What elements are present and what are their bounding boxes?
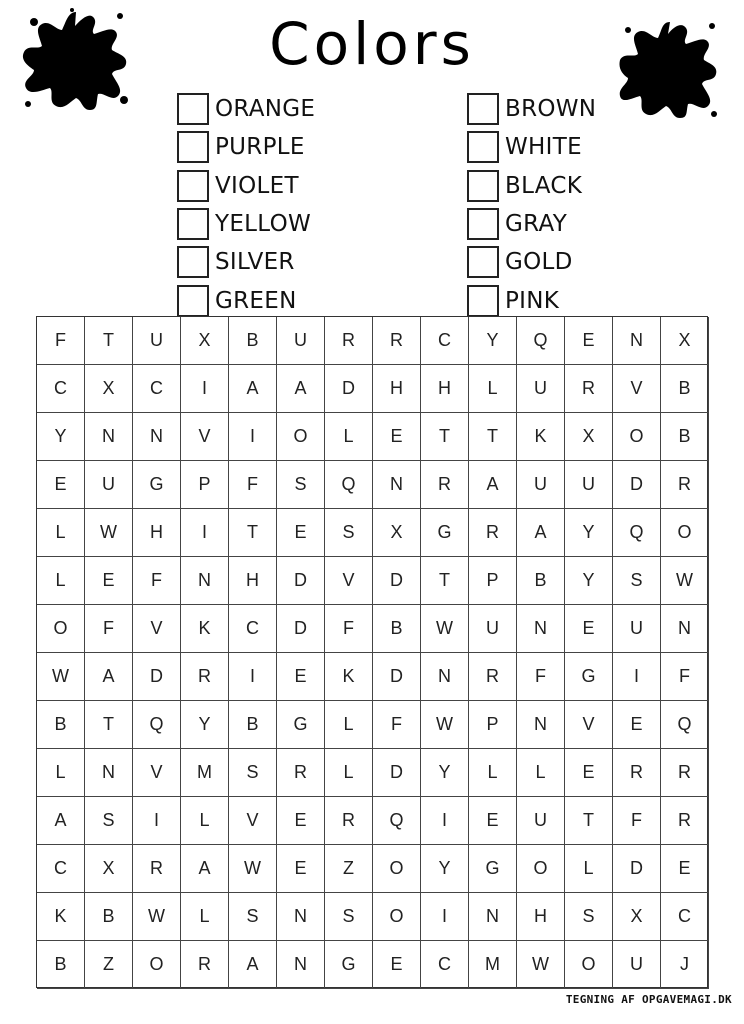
grid-cell[interactable]: Q [133, 701, 181, 749]
grid-cell[interactable]: W [229, 845, 277, 893]
grid-cell[interactable]: U [613, 941, 661, 989]
word-item [177, 128, 315, 166]
word-item [177, 90, 315, 128]
page-title: Colors [269, 10, 475, 78]
word-list-left [177, 90, 315, 320]
grid-cell[interactable]: L [37, 509, 85, 557]
grid-cell[interactable]: I [613, 653, 661, 701]
grid-cell[interactable]: P [469, 701, 517, 749]
grid-cell[interactable]: M [181, 749, 229, 797]
word-checkbox[interactable] [177, 170, 209, 202]
grid-cell[interactable]: K [37, 893, 85, 941]
grid-cell[interactable]: N [517, 605, 565, 653]
word-item [177, 243, 315, 281]
grid-cell[interactable]: D [373, 557, 421, 605]
grid-cell[interactable]: A [85, 653, 133, 701]
grid-cell[interactable]: A [469, 461, 517, 509]
grid-cell[interactable]: R [661, 797, 709, 845]
grid-cell[interactable]: X [85, 845, 133, 893]
grid-cell[interactable]: H [421, 365, 469, 413]
grid-cell[interactable]: N [469, 893, 517, 941]
grid-cell[interactable]: S [325, 509, 373, 557]
grid-cell[interactable]: A [37, 797, 85, 845]
grid-cell[interactable]: F [85, 605, 133, 653]
grid-cell[interactable]: A [229, 365, 277, 413]
grid-cell[interactable]: X [661, 317, 709, 365]
grid-cell[interactable]: N [517, 701, 565, 749]
grid-cell[interactable]: W [37, 653, 85, 701]
grid-cell[interactable]: A [277, 365, 325, 413]
credit-text: TEGNING AF OPGAVEMAGI.DK [565, 993, 732, 1006]
grid-cell[interactable]: R [373, 317, 421, 365]
grid-cell[interactable]: G [277, 701, 325, 749]
grid-cell[interactable]: R [469, 509, 517, 557]
grid-cell[interactable]: U [133, 317, 181, 365]
grid-cell[interactable]: W [421, 605, 469, 653]
grid-cell[interactable]: F [373, 701, 421, 749]
grid-cell[interactable]: L [37, 749, 85, 797]
grid-cell[interactable]: F [37, 317, 85, 365]
word-label: BROWN [505, 96, 597, 123]
grid-cell[interactable]: E [277, 653, 325, 701]
grid-cell[interactable]: O [373, 893, 421, 941]
grid-cell[interactable]: D [613, 461, 661, 509]
word-search-grid [36, 316, 708, 988]
grid-cell[interactable]: L [469, 749, 517, 797]
grid-cell[interactable]: Y [421, 845, 469, 893]
grid-cell[interactable]: L [325, 701, 373, 749]
grid-cell[interactable]: O [277, 413, 325, 461]
grid-cell[interactable]: E [277, 509, 325, 557]
grid-cell[interactable]: H [373, 365, 421, 413]
grid-cell[interactable]: N [613, 317, 661, 365]
grid-cell[interactable]: T [469, 413, 517, 461]
grid-cell[interactable]: Y [565, 509, 613, 557]
grid-cell[interactable]: T [85, 701, 133, 749]
grid-cell[interactable]: A [229, 941, 277, 989]
grid-cell[interactable]: L [37, 557, 85, 605]
grid-cell[interactable]: E [85, 557, 133, 605]
word-item [177, 281, 315, 319]
word-checkbox[interactable] [467, 285, 499, 317]
grid-cell[interactable]: A [181, 845, 229, 893]
grid-cell[interactable]: E [277, 845, 325, 893]
grid-cell[interactable]: S [277, 461, 325, 509]
word-list-right [467, 90, 596, 320]
grid-cell[interactable]: C [37, 845, 85, 893]
grid-cell[interactable]: N [277, 893, 325, 941]
grid-cell[interactable]: N [421, 653, 469, 701]
grid-cell[interactable]: L [181, 797, 229, 845]
grid-cell[interactable]: P [181, 461, 229, 509]
word-checkbox[interactable] [177, 208, 209, 240]
word-item [467, 128, 596, 166]
grid-cell[interactable]: R [661, 461, 709, 509]
grid-cell[interactable]: Y [37, 413, 85, 461]
word-item [467, 243, 596, 281]
grid-cell[interactable]: B [373, 605, 421, 653]
grid-cell[interactable]: Q [373, 797, 421, 845]
word-label: SILVER [215, 249, 295, 276]
grid-cell[interactable]: U [85, 461, 133, 509]
word-item [467, 167, 596, 205]
grid-cell[interactable]: K [517, 413, 565, 461]
word-checkbox[interactable] [177, 131, 209, 163]
word-checkbox[interactable] [177, 246, 209, 278]
grid-cell[interactable]: F [133, 557, 181, 605]
grid-cell[interactable]: N [277, 941, 325, 989]
grid-cell[interactable]: I [181, 365, 229, 413]
grid-cell[interactable]: G [421, 509, 469, 557]
grid-cell[interactable]: H [133, 509, 181, 557]
grid-cell[interactable]: R [565, 365, 613, 413]
grid-cell[interactable]: C [421, 317, 469, 365]
grid-cell[interactable]: L [325, 413, 373, 461]
grid-cell[interactable]: U [517, 365, 565, 413]
grid-cell[interactable]: V [565, 701, 613, 749]
grid-cell[interactable]: O [373, 845, 421, 893]
grid-cell[interactable]: R [181, 653, 229, 701]
grid-cell[interactable]: B [85, 893, 133, 941]
grid-cell[interactable]: E [613, 701, 661, 749]
grid-cell[interactable]: R [469, 653, 517, 701]
grid-cell[interactable]: B [229, 701, 277, 749]
grid-cell[interactable]: W [133, 893, 181, 941]
grid-cell[interactable]: D [613, 845, 661, 893]
grid-cell[interactable]: I [229, 413, 277, 461]
grid-cell[interactable]: F [613, 797, 661, 845]
grid-cell[interactable]: V [133, 749, 181, 797]
grid-cell[interactable]: U [565, 461, 613, 509]
word-label: GREEN [215, 287, 297, 314]
grid-cell[interactable]: U [469, 605, 517, 653]
grid-cell[interactable]: V [613, 365, 661, 413]
word-label: BLACK [505, 172, 583, 199]
word-item [177, 205, 315, 243]
grid-cell[interactable]: I [229, 653, 277, 701]
grid-cell[interactable]: Z [325, 845, 373, 893]
grid-cell[interactable]: O [613, 413, 661, 461]
grid-cell[interactable]: X [85, 365, 133, 413]
grid-cell[interactable]: W [421, 701, 469, 749]
word-label: GOLD [505, 249, 573, 276]
grid-cell[interactable]: E [373, 413, 421, 461]
grid-cell[interactable]: Q [613, 509, 661, 557]
word-checkbox[interactable] [467, 131, 499, 163]
word-label: ORANGE [215, 96, 316, 123]
word-checkbox[interactable] [177, 285, 209, 317]
grid-cell[interactable]: O [661, 509, 709, 557]
word-item [467, 205, 596, 243]
grid-cell[interactable]: G [133, 461, 181, 509]
grid-cell[interactable]: L [517, 749, 565, 797]
grid-cell[interactable]: N [85, 749, 133, 797]
word-label: WHITE [505, 134, 582, 161]
grid-cell[interactable]: O [565, 941, 613, 989]
grid-cell[interactable]: P [469, 557, 517, 605]
grid-cell[interactable]: K [181, 605, 229, 653]
grid-cell[interactable]: D [133, 653, 181, 701]
grid-cell[interactable]: X [181, 317, 229, 365]
grid-cell[interactable]: F [229, 461, 277, 509]
grid-cell[interactable]: O [37, 605, 85, 653]
grid-cell[interactable]: U [517, 461, 565, 509]
grid-cell[interactable]: R [325, 317, 373, 365]
grid-cell[interactable]: R [181, 941, 229, 989]
grid-cell[interactable]: V [229, 797, 277, 845]
grid-cell[interactable]: O [517, 845, 565, 893]
grid-cell[interactable]: E [277, 797, 325, 845]
grid-cell[interactable]: G [565, 653, 613, 701]
grid-cell[interactable]: L [565, 845, 613, 893]
grid-cell[interactable]: G [325, 941, 373, 989]
grid-cell[interactable]: U [517, 797, 565, 845]
grid-cell[interactable]: C [133, 365, 181, 413]
grid-cell[interactable]: U [277, 317, 325, 365]
grid-cell[interactable]: O [133, 941, 181, 989]
grid-cell[interactable]: D [277, 557, 325, 605]
word-checkbox[interactable] [467, 93, 499, 125]
word-item [177, 167, 315, 205]
grid-cell[interactable]: A [517, 509, 565, 557]
grid-cell[interactable]: V [133, 605, 181, 653]
grid-cell[interactable]: X [613, 893, 661, 941]
grid-cell[interactable]: W [517, 941, 565, 989]
grid-cell[interactable]: R [421, 461, 469, 509]
grid-cell[interactable]: C [661, 893, 709, 941]
grid-cell[interactable]: C [229, 605, 277, 653]
grid-cell[interactable]: B [661, 365, 709, 413]
grid-cell[interactable]: S [565, 893, 613, 941]
grid-cell[interactable]: D [277, 605, 325, 653]
grid-cell[interactable]: F [517, 653, 565, 701]
grid-cell[interactable]: T [85, 317, 133, 365]
grid-cell[interactable]: L [325, 749, 373, 797]
grid-cell[interactable]: S [613, 557, 661, 605]
grid-cell[interactable]: W [85, 509, 133, 557]
grid-cell[interactable]: B [661, 413, 709, 461]
grid-cell[interactable]: T [565, 797, 613, 845]
grid-cell[interactable]: N [373, 461, 421, 509]
grid-cell[interactable]: E [37, 461, 85, 509]
grid-cell[interactable]: T [421, 413, 469, 461]
grid-cell[interactable]: G [469, 845, 517, 893]
grid-cell[interactable]: N [133, 413, 181, 461]
grid-cell[interactable]: W [661, 557, 709, 605]
grid-cell[interactable]: H [229, 557, 277, 605]
grid-cell[interactable]: T [229, 509, 277, 557]
grid-cell[interactable]: L [181, 893, 229, 941]
grid-cell[interactable]: I [421, 797, 469, 845]
grid-cell[interactable]: Q [517, 317, 565, 365]
grid-cell[interactable]: B [37, 941, 85, 989]
grid-cell[interactable]: D [373, 749, 421, 797]
grid-cell[interactable]: V [181, 413, 229, 461]
word-label: VIOLET [215, 172, 299, 199]
grid-cell[interactable]: R [613, 749, 661, 797]
grid-cell[interactable]: D [373, 653, 421, 701]
grid-cell[interactable]: B [37, 701, 85, 749]
grid-cell[interactable]: R [661, 749, 709, 797]
grid-cell[interactable]: C [37, 365, 85, 413]
grid-cell[interactable]: E [373, 941, 421, 989]
grid-cell[interactable]: N [661, 605, 709, 653]
grid-cell[interactable]: Q [661, 701, 709, 749]
word-label: PINK [505, 287, 560, 314]
grid-cell[interactable]: Y [469, 317, 517, 365]
grid-cell[interactable]: R [133, 845, 181, 893]
grid-cell[interactable]: E [661, 845, 709, 893]
grid-cell[interactable]: I [421, 893, 469, 941]
grid-cell[interactable]: N [181, 557, 229, 605]
grid-cell[interactable]: E [565, 317, 613, 365]
grid-cell[interactable]: I [133, 797, 181, 845]
word-checkbox[interactable] [467, 170, 499, 202]
grid-cell[interactable]: F [325, 605, 373, 653]
grid-cell[interactable]: U [613, 605, 661, 653]
grid-cell[interactable]: L [469, 365, 517, 413]
grid-cell[interactable]: Q [325, 461, 373, 509]
grid-cell[interactable]: S [229, 749, 277, 797]
grid-cell[interactable]: S [325, 893, 373, 941]
grid-cell[interactable]: Y [421, 749, 469, 797]
grid-cell[interactable]: H [517, 893, 565, 941]
grid-cell[interactable]: X [565, 413, 613, 461]
grid-cell[interactable]: E [565, 605, 613, 653]
word-label: GRAY [505, 211, 568, 238]
grid-cell[interactable]: E [565, 749, 613, 797]
grid-cell[interactable]: R [277, 749, 325, 797]
word-checkbox[interactable] [467, 208, 499, 240]
grid-cell[interactable]: Y [565, 557, 613, 605]
word-item [467, 90, 596, 128]
grid-cell[interactable]: V [325, 557, 373, 605]
grid-cell[interactable]: R [325, 797, 373, 845]
word-label: YELLOW [215, 211, 312, 238]
grid-cell[interactable]: I [181, 509, 229, 557]
grid-cell[interactable]: B [517, 557, 565, 605]
grid-cell[interactable]: E [469, 797, 517, 845]
grid-cell[interactable]: B [229, 317, 277, 365]
grid-cell[interactable]: S [229, 893, 277, 941]
grid-cell[interactable]: S [85, 797, 133, 845]
grid-cell[interactable]: X [373, 509, 421, 557]
grid-cell[interactable]: Z [85, 941, 133, 989]
grid-cell[interactable]: M [469, 941, 517, 989]
word-item [467, 281, 596, 319]
word-checkbox[interactable] [177, 93, 209, 125]
grid-cell[interactable]: J [661, 941, 709, 989]
word-label: PURPLE [215, 134, 305, 161]
word-checkbox[interactable] [467, 246, 499, 278]
grid-cell[interactable]: Y [181, 701, 229, 749]
grid-cell[interactable]: N [85, 413, 133, 461]
grid-cell[interactable]: T [421, 557, 469, 605]
grid-cell[interactable]: F [661, 653, 709, 701]
grid-cell[interactable]: K [325, 653, 373, 701]
grid-cell[interactable]: D [325, 365, 373, 413]
grid-cell[interactable]: C [421, 941, 469, 989]
